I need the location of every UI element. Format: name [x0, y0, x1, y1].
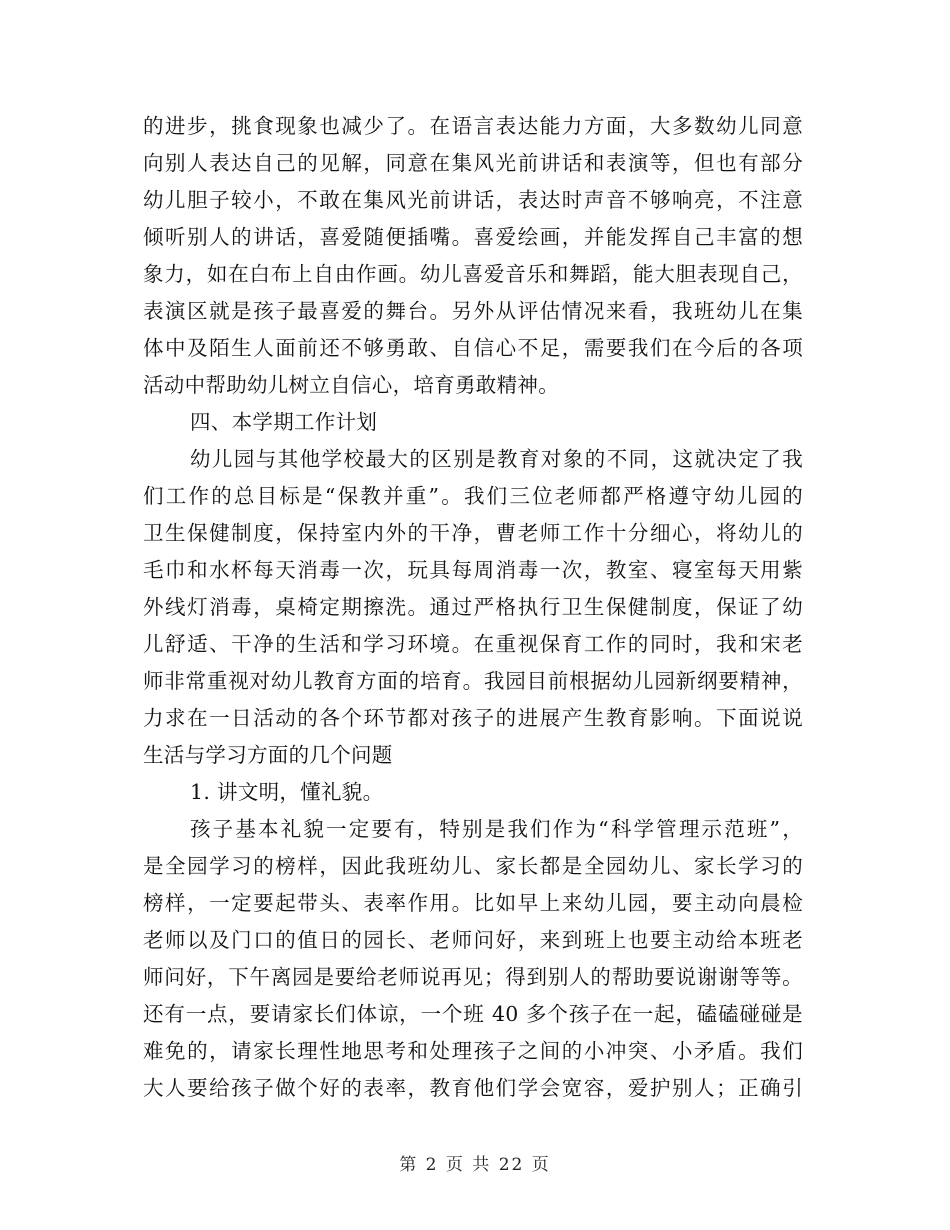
text-line: 师非常重视对幼儿教育方面的培育。我园目前根据幼儿园新纲要精神，	[143, 669, 803, 693]
text-line: 是全园学习的榜样，因此我班幼儿、家长都是全园幼儿、家长学习的	[143, 854, 803, 878]
text-line: 还有一点，要请家长们体谅，一个班 40 多个孩子在一起，磕磕碰碰是	[143, 1002, 803, 1026]
text-line: 倾听别人的讲话，喜爱随便插嘴。喜爱绘画，并能发挥自己丰富的想	[143, 225, 803, 249]
text-line: 四、本学期工作计划	[190, 410, 378, 434]
text-line: 1. 讲文明，懂礼貌。	[190, 780, 384, 804]
page-footer: 第 2 页 共 22 页	[399, 1155, 551, 1175]
text-line: 毛巾和水杯每天消毒一次，玩具每周消毒一次，教室、寝室每天用紫	[143, 558, 803, 582]
text-line: 儿舒适、干净的生活和学习环境。在重视保育工作的同时，我和宋老	[143, 632, 803, 656]
text-line: 榜样，一定要起带头、表率作用。比如早上来幼儿园，要主动向晨检	[143, 891, 803, 915]
text-line: 表演区就是孩子最喜爱的舞台。另外从评估情况来看，我班幼儿在集	[143, 299, 803, 323]
text-line: 卫生保健制度，保持室内外的干净，曹老师工作十分细心，将幼儿的	[143, 521, 803, 545]
text-line: 外线灯消毒，桌椅定期擦洗。通过严格执行卫生保健制度，保证了幼	[143, 595, 803, 619]
text-line: 力求在一日活动的各个环节都对孩子的进展产生教育影响。下面说说	[143, 706, 803, 730]
text-line: 孩子基本礼貌一定要有，特别是我们作为“科学管理示范班”，	[190, 817, 803, 841]
text-line: 向别人表达自己的见解，同意在集风光前讲话和表演等，但也有部分	[143, 151, 803, 175]
text-line: 老师以及门口的值日的园长、老师问好，来到班上也要主动给本班老	[143, 928, 803, 952]
text-line: 象力，如在白布上自由作画。幼儿喜爱音乐和舞蹈，能大胆表现自己，	[143, 262, 803, 286]
text-line: 生活与学习方面的几个问题	[143, 743, 393, 767]
text-line: 幼儿胆子较小，不敢在集风光前讲话，表达时声音不够响亮，不注意	[143, 188, 803, 212]
text-line: 幼儿园与其他学校最大的区别是教育对象的不同，这就决定了我	[190, 447, 803, 471]
body-text	[143, 108, 803, 1107]
text-line: 师问好，下午离园是要给老师说再见；得到别人的帮助要说谢谢等等。	[143, 965, 803, 989]
text-line: 难免的，请家长理性地思考和处理孩子之间的小冲突、小矛盾。我们	[143, 1039, 803, 1063]
text-line: 活动中帮助幼儿树立自信心，培育勇敢精神。	[143, 373, 559, 397]
text-line: 们工作的总目标是“保教并重”。我们三位老师都严格遵守幼儿园的	[143, 484, 803, 508]
text-line: 的进步，挑食现象也减少了。在语言表达能力方面，大多数幼儿同意	[143, 114, 803, 138]
text-line: 大人要给孩子做个好的表率，教育他们学会宽容，爱护别人；正确引	[143, 1076, 803, 1100]
text-line: 体中及陌生人面前还不够勇敢、自信心不足，需要我们在今后的各项	[143, 336, 803, 360]
